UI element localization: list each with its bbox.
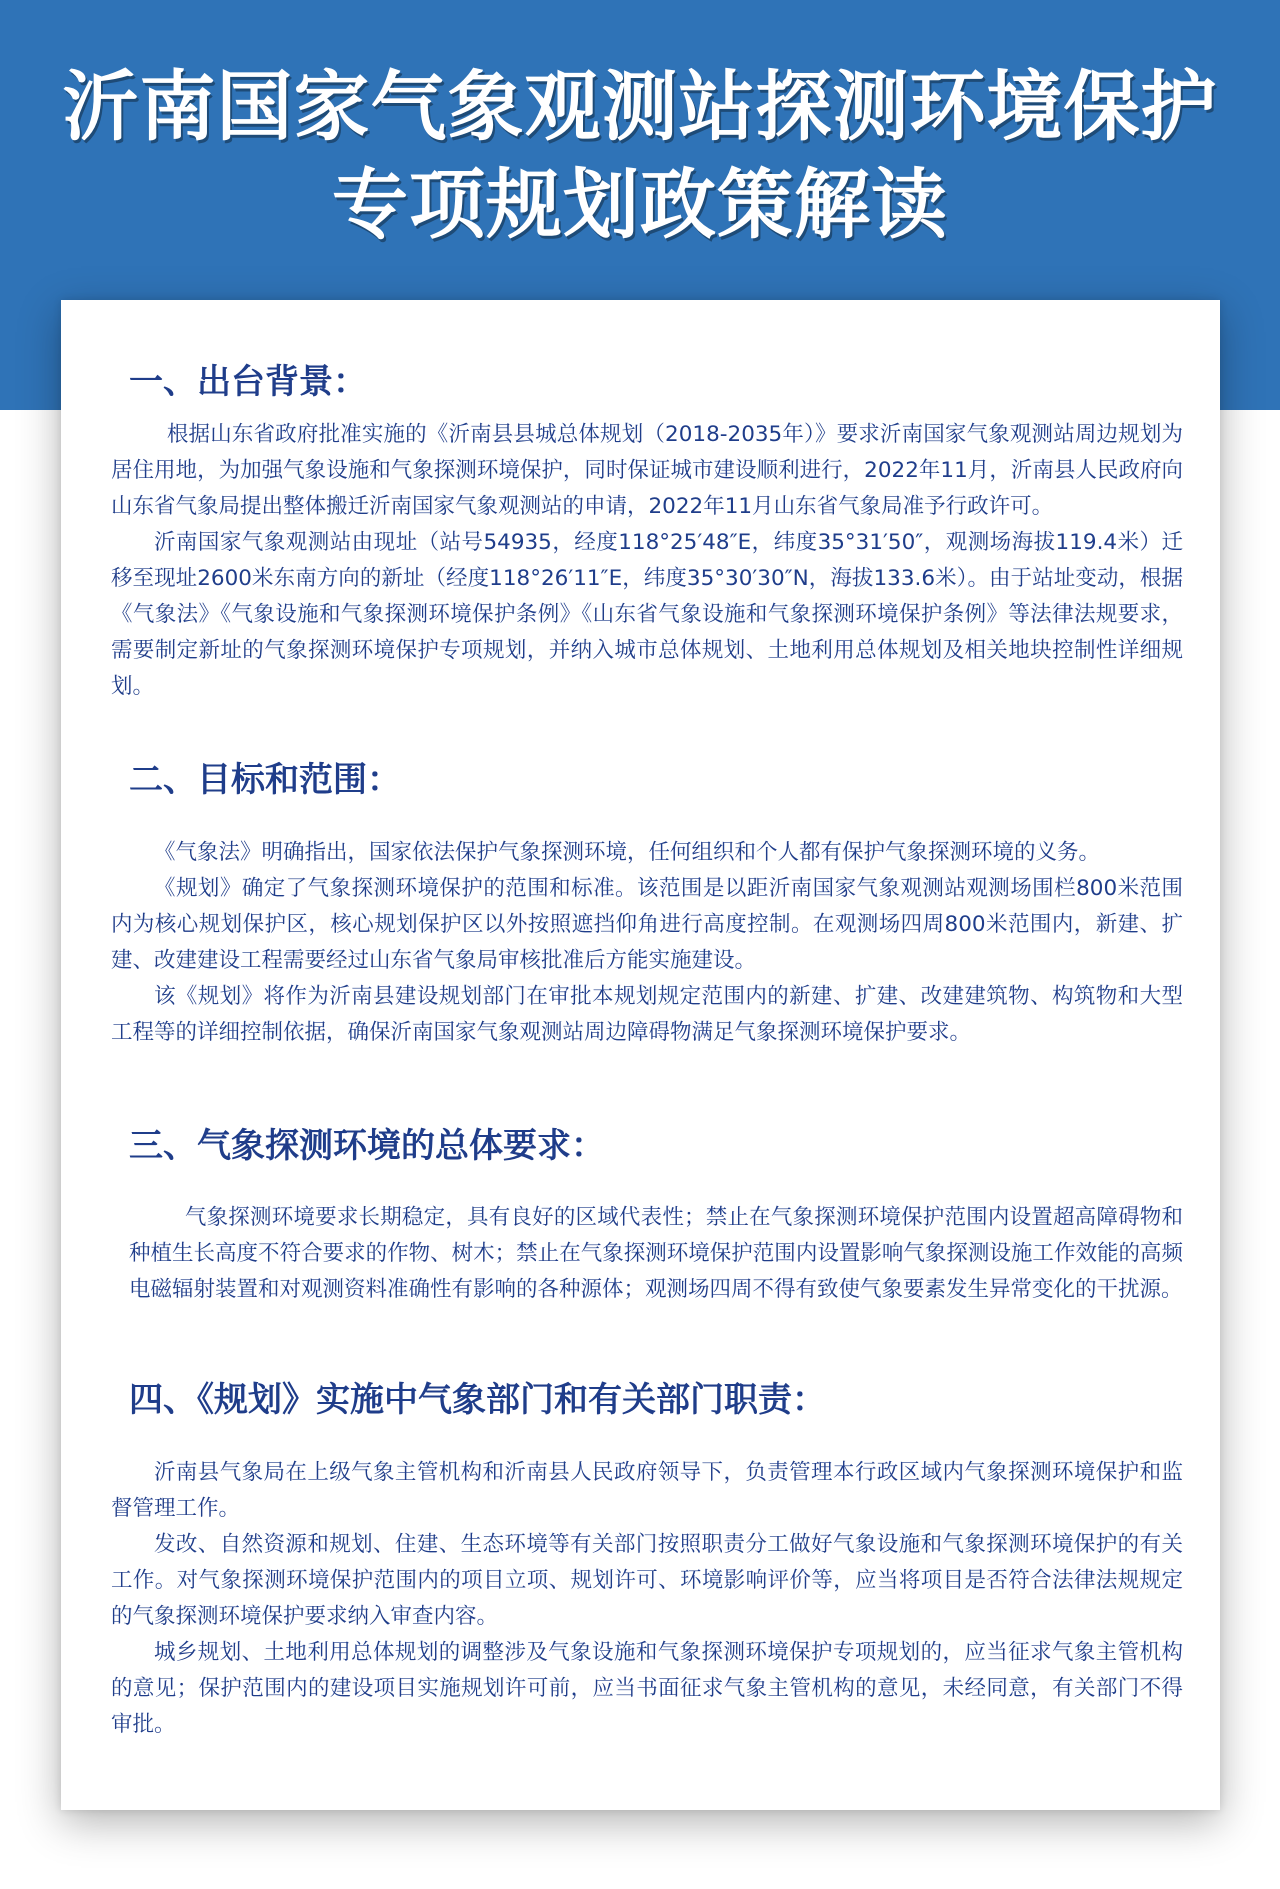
section-title-background: 一、出台背景： <box>129 362 367 402</box>
section-body-general-requirements <box>129 1200 1183 1308</box>
paragraph: 沂南国家气象观测站由现址（站号54935，经度118°25′48″E，纬度35°31′50″，观测场海拔119.4米）迁移至现址2600米东南方向的新址（经度118°26′11″E，纬度35°30′30″N，海拔133.6米）。由于站址变动，根据《气象法》《气象设施和气象探测环境保护条例》《山东省气象设施和气象探测环境保护条例》等法律法规要求，需要制定新址的气象探测环境保护专项规划，并纳入城市总体规划、土地利用总体规划及相关地块控制性详细规划。 <box>111 530 1183 699</box>
paragraph: 城乡规划、土地利用总体规划的调整涉及气象设施和气象探测环境保护专项规划的，应当征求气象主管机构的意见；保护范围内的建设项目实施规划许可前，应当书面征求气象主管机构的意见，未经同意，有关部门不得审批。 <box>111 1640 1183 1737</box>
paragraph: 该《规划》将作为沂南县建设规划部门在审批本规划规定范围内的新建、扩建、改建建筑物、构筑物和大型工程等的详细控制依据，确保沂南国家气象观测站周边障碍物满足气象探测环境保护要求。 <box>111 984 1183 1045</box>
paragraph: 《规划》确定了气象探测环境保护的范围和标准。该范围是以距沂南国家气象观测站观测场围栏800米范围内为核心规划保护区，核心规划保护区以外按照遮挡仰角进行高度控制。在观测场四周800米范围内，新建、扩建、改建建设工程需要经过山东省气象局审核批准后方能实施建设。 <box>111 876 1183 973</box>
section-title-responsibilities: 四、《规划》实施中气象部门和有关部门职责： <box>129 1380 826 1420</box>
section-body-background <box>111 417 1183 705</box>
section-body-responsibilities <box>111 1455 1183 1743</box>
title-line-2: 专项规划政策解读 <box>332 160 948 249</box>
section-body-goals-scope <box>111 835 1183 1051</box>
paragraph: 《气象法》明确指出，国家依法保护气象探测环境，任何组织和个人都有保护气象探测环境的义务。 <box>154 840 1101 865</box>
content-card <box>61 300 1220 1810</box>
paragraph: 根据山东省政府批准实施的《沂南县县城总体规划（2018-2035年）》要求沂南国家气象观测站周边规划为居住用地，为加强气象设施和气象探测环境保护，同时保证城市建设顺利进行，2022年11月，沂南县人民政府向山东省气象局提出整体搬迁沂南国家气象观测站的申请，2022年11月山东省气象局准予行政许可。 <box>111 422 1183 519</box>
page-title <box>0 58 1280 254</box>
paragraph: 气象探测环境要求长期稳定，具有良好的区域代表性；禁止在气象探测环境保护范围内设置超高障碍物和种植生长高度不符合要求的作物、树木；禁止在气象探测环境保护范围内设置影响气象探测设施工作效能的高频电磁辐射装置和对观测资料准确性有影响的各种源体；观测场四周不得有致使气象要素发生异常变化的干扰源。 <box>129 1205 1183 1302</box>
paragraph: 发改、自然资源和规划、住建、生态环境等有关部门按照职责分工做好气象设施和气象探测环境保护的有关工作。对气象探测环境保护范围内的项目立项、规划许可、环境影响评价等，应当将项目是否符合法律法规规定的气象探测环境保护要求纳入审查内容。 <box>111 1532 1183 1629</box>
section-title-general-requirements: 三、气象探测环境的总体要求： <box>129 1126 605 1166</box>
paragraph: 沂南县气象局在上级气象主管机构和沂南县人民政府领导下，负责管理本行政区域内气象探测环境保护和监督管理工作。 <box>111 1460 1183 1521</box>
title-line-1: 沂南国家气象观测站探测环境保护 <box>62 62 1218 151</box>
section-title-goals-scope: 二、目标和范围： <box>129 760 401 800</box>
